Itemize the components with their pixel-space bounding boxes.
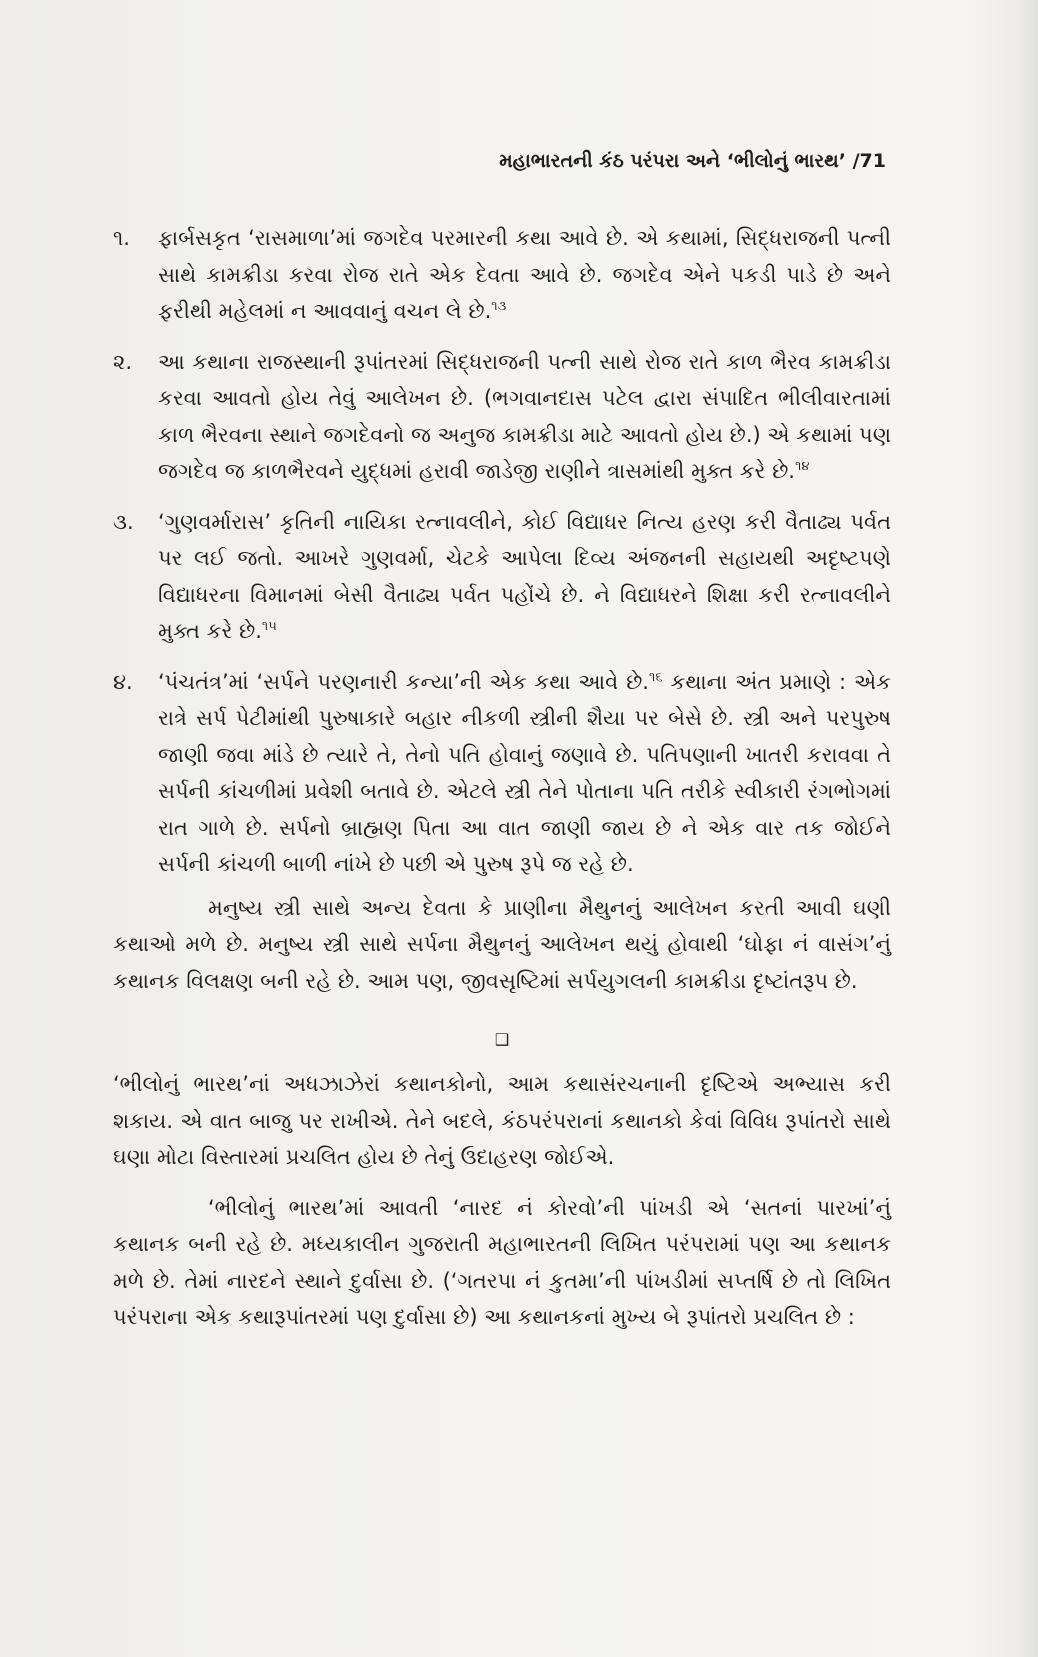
list-item-number: ૧. xyxy=(113,226,130,250)
footnote-marker: ૧૫ xyxy=(261,619,277,634)
list-item xyxy=(113,504,891,650)
footnote-marker: ૧૪ xyxy=(794,459,810,474)
square-ornament-icon: ❑ xyxy=(494,1030,510,1049)
list-item-number: ૨. xyxy=(113,349,133,374)
running-title: મહાભારતની કંઠ પરંપરા અને ‘ભીલોનું ભારથ’ xyxy=(499,150,846,172)
numbered-list xyxy=(113,220,891,883)
list-item-text xyxy=(158,504,891,650)
running-header xyxy=(113,146,891,176)
paragraph: ‘ભીલોનું ભારથ’નાં અધઝાઝેરાં કથાનકોનો, આમ કથાસંરચનાની દૃષ્ટિએ અભ્યાસ કરી શકાય. એ વાત બાજુ પર રાખીએ. તેને બદલે, કંઠપરંપરાનાં કથાનકો કેવાં વિવિધ રૂપાંતરો સાથે ઘણા મોટા વિસ્તારમાં પ્રચલિત હોય છે તેનું ઉદાહરણ જોઈએ. xyxy=(113,1072,891,1169)
list-item-body-end: કથાના અંત પ્રમાણે : એક રાત્રે સર્પ પેટીમાંથી પુરુષાકારે બહાર નીકળી સ્ત્રીની શૈયા પર બેસે છે. સ્ત્રી અને પરપુરુષ જાણી જવા માંડે છે ત્યારે તે, તેનો પતિ હોવાનું જણાવે છે. પતિપણાની ખાતરી કરાવવા તે સર્પની કાંચળીમાં પ્રવેશી બતાવે છે. એટલે સ્ત્રી તેને પોતાના પતિ તરીકે સ્વીકારી રંગભોગમાં રાત ગાળે છે. સર્પનો બ્રાહ્મણ પિતા આ વાત જાણી જાય છે ને એક વાર તક જોઈને સર્પની કાંચળી બાળી નાંખે છે પછી એ પુરુષ રૂપે જ રહે છે. xyxy=(158,669,891,876)
section-break xyxy=(113,1022,891,1058)
paragraph: મનુષ્ય સ્ત્રી સાથે અન્ય દેવતા કે પ્રાણીના મૈથુનનું આલેખન કરતી આવી ઘણી કથાઓ મળે છે. મનુષ્ય સ્ત્રી સાથે સર્પના મૈથુનનું આલેખન થયું હોવાથી ‘ઘોફા નં વાસંગ’નું કથાનક વિલક્ષણ બની રહે છે. આમ પણ, જીવસૃષ્ટિમાં સર્પયુગલની કામક્રીડા દૃષ્ટાંતરૂપ છે. xyxy=(113,895,891,993)
list-item-number: ૩. xyxy=(113,509,134,534)
list-item xyxy=(113,344,891,490)
list-item-body: ફાર્બસકૃત ‘રાસમાળા’માં જગદેવ પરમારની કથા આવે છે. એ કથામાં, સિદ્ધરાજની પત્ની સાથે કામક્રીડા કરવા રોજ રાતે એક દેવતા આવે છે. જગદેવ એને પકડી પાડે છે અને ફરીથી મહેલમાં ન આવવાનું વચન લે છે. xyxy=(158,226,891,323)
paragraph: ‘ભીલોનું ભારથ’માં આવતી ‘નારદ નં કોરવો’ની પાંખડી એ ‘સતનાં પારખાં’નું કથાનક બની રહે છે. મધ્યકાલીન ગુજરાતી મહાભારતની લિખિત પરંપરામાં પણ આ કથાનક મળે છે. તેમાં નારદને સ્થાને દુર્વાસા છે. (‘ગતરપા નં કુતમા’ની પાંખડીમાં સપ્તર્ષિ છે તો લિખિત પરંપરાના એક કથારૂપાંતરમાં પણ દુર્વાસા છે) આ કથાનકનાં મુખ્ય બે રૂપાંતરો પ્રચલિત છે : xyxy=(113,1195,891,1329)
list-item-number: ૪. xyxy=(113,669,133,694)
list-item xyxy=(113,664,891,883)
list-item-body: ‘ગુણવર્મારાસ’ કૃતિની નાયિકા રત્નાવલીને, કોઈ વિદ્યાધર નિત્ય હરણ કરી વૈતાઢ્ય પર્વત પર લઈ જતો. આખરે ગુણવર્મા, ચેટકે આપેલા દિવ્ય અંજનની સહાયથી અદૃષ્ટપણે વિદ્યાધરના વિમાનમાં બેસી વૈતાઢ્ય પર્વત પહોંચે છે. ને વિદ્યાધરને શિક્ષા કરી રત્નાવલીને મુક્ત કરે છે. xyxy=(158,509,891,643)
list-item xyxy=(113,220,891,330)
list-item-body: આ કથાના રાજસ્થાની રૂપાંતરમાં સિદ્ધરાજની પત્ની સાથે રોજ રાતે કાળ ભૈરવ કામક્રીડા કરવા આવતો હોય તેવું આલેખન છે. (ભગવાનદાસ પટેલ દ્વારા સંપાદિત ભીલીવારતામાં કાળ ભૈરવના સ્થાને જગદેવનો જ અનુજ કામક્રીડા માટે આવતો હોય છે.) એ કથામાં પણ જગદેવ જ કાળભૈરવને યુદ્ધમાં હરાવી જાડેજી રાણીને ત્રાસમાંથી મુક્ત કરે છે. xyxy=(158,349,892,483)
footnote-marker: ૧૬ xyxy=(648,669,663,685)
list-item-text xyxy=(158,664,891,883)
list-item-body-start: ‘પંચતંત્ર’માં ‘સર્પને પરણનારી કન્યા’ની એક કથા આવે છે. xyxy=(158,669,649,694)
page-number: /71 xyxy=(852,150,886,172)
list-item-text xyxy=(158,220,891,330)
footnote-marker: ૧૩ xyxy=(491,299,507,314)
list-item-text xyxy=(158,344,891,490)
